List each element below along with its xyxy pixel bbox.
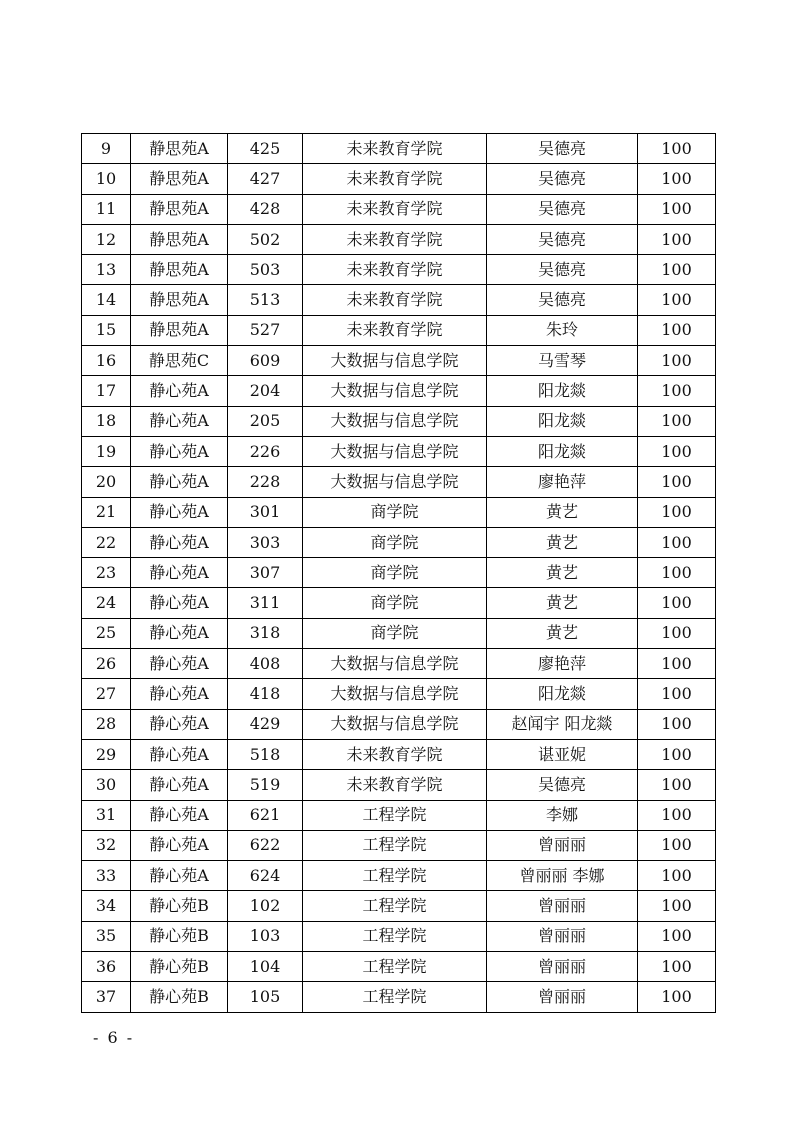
college-cell: 大数据与信息学院 xyxy=(303,467,487,497)
building-cell: 静心苑A xyxy=(131,527,228,557)
score-cell: 100 xyxy=(638,467,716,497)
page-number: - 6 - xyxy=(93,1028,135,1047)
row-index-cell: 24 xyxy=(82,588,131,618)
table-row xyxy=(82,861,716,891)
college-cell: 工程学院 xyxy=(303,982,487,1012)
score-cell: 100 xyxy=(638,406,716,436)
table-row xyxy=(82,709,716,739)
table-row xyxy=(82,164,716,194)
college-cell: 商学院 xyxy=(303,558,487,588)
score-cell: 100 xyxy=(638,255,716,285)
room-cell: 102 xyxy=(228,891,303,921)
score-cell: 100 xyxy=(638,982,716,1012)
building-cell: 静心苑A xyxy=(131,770,228,800)
counselor-cell: 吴德亮 xyxy=(487,770,638,800)
score-cell: 100 xyxy=(638,527,716,557)
room-cell: 622 xyxy=(228,830,303,860)
building-cell: 静心苑A xyxy=(131,709,228,739)
row-index-cell: 19 xyxy=(82,436,131,466)
building-cell: 静心苑B xyxy=(131,952,228,982)
row-index-cell: 26 xyxy=(82,649,131,679)
college-cell: 工程学院 xyxy=(303,830,487,860)
score-cell: 100 xyxy=(638,497,716,527)
table-row xyxy=(82,497,716,527)
college-cell: 未来教育学院 xyxy=(303,739,487,769)
table-row xyxy=(82,618,716,648)
counselor-cell: 吴德亮 xyxy=(487,224,638,254)
room-cell: 527 xyxy=(228,315,303,345)
score-cell: 100 xyxy=(638,830,716,860)
college-cell: 工程学院 xyxy=(303,952,487,982)
room-cell: 408 xyxy=(228,649,303,679)
row-index-cell: 9 xyxy=(82,134,131,164)
table-row xyxy=(82,436,716,466)
score-cell: 100 xyxy=(638,588,716,618)
room-cell: 228 xyxy=(228,467,303,497)
counselor-cell: 曾丽丽 李娜 xyxy=(487,861,638,891)
row-index-cell: 20 xyxy=(82,467,131,497)
college-cell: 商学院 xyxy=(303,618,487,648)
counselor-cell: 黄艺 xyxy=(487,497,638,527)
room-cell: 518 xyxy=(228,739,303,769)
college-cell: 大数据与信息学院 xyxy=(303,709,487,739)
room-cell: 519 xyxy=(228,770,303,800)
counselor-cell: 曾丽丽 xyxy=(487,891,638,921)
row-index-cell: 12 xyxy=(82,224,131,254)
room-cell: 621 xyxy=(228,800,303,830)
building-cell: 静心苑A xyxy=(131,739,228,769)
room-cell: 105 xyxy=(228,982,303,1012)
room-cell: 503 xyxy=(228,255,303,285)
row-index-cell: 27 xyxy=(82,679,131,709)
counselor-cell: 赵闻宇 阳龙燚 xyxy=(487,709,638,739)
row-index-cell: 18 xyxy=(82,406,131,436)
college-cell: 未来教育学院 xyxy=(303,255,487,285)
table-row xyxy=(82,830,716,860)
score-cell: 100 xyxy=(638,346,716,376)
table-row xyxy=(82,467,716,497)
counselor-cell: 谌亚妮 xyxy=(487,739,638,769)
building-cell: 静心苑A xyxy=(131,436,228,466)
score-cell: 100 xyxy=(638,709,716,739)
college-cell: 未来教育学院 xyxy=(303,224,487,254)
table-row xyxy=(82,376,716,406)
counselor-cell: 阳龙燚 xyxy=(487,679,638,709)
score-cell: 100 xyxy=(638,558,716,588)
college-cell: 工程学院 xyxy=(303,891,487,921)
room-cell: 513 xyxy=(228,285,303,315)
score-cell: 100 xyxy=(638,952,716,982)
score-cell: 100 xyxy=(638,770,716,800)
counselor-cell: 黄艺 xyxy=(487,558,638,588)
table-row xyxy=(82,588,716,618)
table-row xyxy=(82,527,716,557)
college-cell: 大数据与信息学院 xyxy=(303,649,487,679)
score-cell: 100 xyxy=(638,800,716,830)
college-cell: 大数据与信息学院 xyxy=(303,679,487,709)
room-cell: 301 xyxy=(228,497,303,527)
building-cell: 静思苑A xyxy=(131,285,228,315)
room-cell: 307 xyxy=(228,558,303,588)
table-row xyxy=(82,224,716,254)
counselor-cell: 吴德亮 xyxy=(487,164,638,194)
table-row xyxy=(82,679,716,709)
score-cell: 100 xyxy=(638,618,716,648)
counselor-cell: 曾丽丽 xyxy=(487,921,638,951)
building-cell: 静思苑C xyxy=(131,346,228,376)
score-cell: 100 xyxy=(638,134,716,164)
counselor-cell: 吴德亮 xyxy=(487,255,638,285)
row-index-cell: 30 xyxy=(82,770,131,800)
row-index-cell: 37 xyxy=(82,982,131,1012)
table-row xyxy=(82,921,716,951)
room-cell: 624 xyxy=(228,861,303,891)
row-index-cell: 16 xyxy=(82,346,131,376)
counselor-cell: 廖艳萍 xyxy=(487,467,638,497)
score-cell: 100 xyxy=(638,739,716,769)
table-row xyxy=(82,134,716,164)
building-cell: 静心苑A xyxy=(131,406,228,436)
table-row xyxy=(82,800,716,830)
building-cell: 静心苑A xyxy=(131,467,228,497)
table-body xyxy=(82,134,716,1013)
room-cell: 429 xyxy=(228,709,303,739)
row-index-cell: 22 xyxy=(82,527,131,557)
building-cell: 静心苑A xyxy=(131,649,228,679)
building-cell: 静思苑A xyxy=(131,164,228,194)
college-cell: 大数据与信息学院 xyxy=(303,346,487,376)
college-cell: 未来教育学院 xyxy=(303,770,487,800)
room-cell: 205 xyxy=(228,406,303,436)
row-index-cell: 28 xyxy=(82,709,131,739)
room-cell: 428 xyxy=(228,194,303,224)
college-cell: 大数据与信息学院 xyxy=(303,376,487,406)
table-row xyxy=(82,891,716,921)
building-cell: 静心苑A xyxy=(131,588,228,618)
table-row xyxy=(82,194,716,224)
row-index-cell: 17 xyxy=(82,376,131,406)
table-row xyxy=(82,649,716,679)
row-index-cell: 11 xyxy=(82,194,131,224)
building-cell: 静心苑A xyxy=(131,558,228,588)
college-cell: 未来教育学院 xyxy=(303,194,487,224)
building-cell: 静思苑A xyxy=(131,315,228,345)
counselor-cell: 黄艺 xyxy=(487,618,638,648)
dormitory-score-table-container xyxy=(81,133,715,1013)
row-index-cell: 35 xyxy=(82,921,131,951)
row-index-cell: 10 xyxy=(82,164,131,194)
score-cell: 100 xyxy=(638,649,716,679)
building-cell: 静心苑A xyxy=(131,679,228,709)
row-index-cell: 31 xyxy=(82,800,131,830)
building-cell: 静心苑B xyxy=(131,891,228,921)
college-cell: 未来教育学院 xyxy=(303,315,487,345)
college-cell: 未来教育学院 xyxy=(303,164,487,194)
college-cell: 商学院 xyxy=(303,497,487,527)
row-index-cell: 15 xyxy=(82,315,131,345)
counselor-cell: 朱玲 xyxy=(487,315,638,345)
counselor-cell: 黄艺 xyxy=(487,527,638,557)
building-cell: 静思苑A xyxy=(131,194,228,224)
building-cell: 静心苑A xyxy=(131,861,228,891)
row-index-cell: 34 xyxy=(82,891,131,921)
building-cell: 静心苑A xyxy=(131,618,228,648)
building-cell: 静思苑A xyxy=(131,255,228,285)
room-cell: 502 xyxy=(228,224,303,254)
score-cell: 100 xyxy=(638,891,716,921)
college-cell: 商学院 xyxy=(303,588,487,618)
table-row xyxy=(82,739,716,769)
room-cell: 425 xyxy=(228,134,303,164)
building-cell: 静心苑A xyxy=(131,800,228,830)
building-cell: 静心苑A xyxy=(131,497,228,527)
row-index-cell: 21 xyxy=(82,497,131,527)
room-cell: 204 xyxy=(228,376,303,406)
row-index-cell: 25 xyxy=(82,618,131,648)
table-row xyxy=(82,982,716,1012)
score-cell: 100 xyxy=(638,861,716,891)
college-cell: 大数据与信息学院 xyxy=(303,406,487,436)
table-row xyxy=(82,315,716,345)
counselor-cell: 吴德亮 xyxy=(487,285,638,315)
score-cell: 100 xyxy=(638,436,716,466)
table-row xyxy=(82,558,716,588)
counselor-cell: 黄艺 xyxy=(487,588,638,618)
college-cell: 工程学院 xyxy=(303,800,487,830)
score-cell: 100 xyxy=(638,194,716,224)
counselor-cell: 阳龙燚 xyxy=(487,376,638,406)
table-row xyxy=(82,770,716,800)
counselor-cell: 马雪琴 xyxy=(487,346,638,376)
room-cell: 609 xyxy=(228,346,303,376)
counselor-cell: 曾丽丽 xyxy=(487,952,638,982)
college-cell: 工程学院 xyxy=(303,921,487,951)
score-cell: 100 xyxy=(638,376,716,406)
table-row xyxy=(82,406,716,436)
counselor-cell: 李娜 xyxy=(487,800,638,830)
counselor-cell: 廖艳萍 xyxy=(487,649,638,679)
row-index-cell: 36 xyxy=(82,952,131,982)
building-cell: 静心苑A xyxy=(131,376,228,406)
table-row xyxy=(82,255,716,285)
table-row xyxy=(82,346,716,376)
counselor-cell: 吴德亮 xyxy=(487,134,638,164)
row-index-cell: 13 xyxy=(82,255,131,285)
room-cell: 103 xyxy=(228,921,303,951)
table-row xyxy=(82,952,716,982)
dormitory-score-table xyxy=(81,133,716,1013)
room-cell: 311 xyxy=(228,588,303,618)
college-cell: 未来教育学院 xyxy=(303,134,487,164)
room-cell: 226 xyxy=(228,436,303,466)
building-cell: 静思苑A xyxy=(131,224,228,254)
room-cell: 427 xyxy=(228,164,303,194)
score-cell: 100 xyxy=(638,315,716,345)
room-cell: 418 xyxy=(228,679,303,709)
row-index-cell: 23 xyxy=(82,558,131,588)
row-index-cell: 14 xyxy=(82,285,131,315)
building-cell: 静思苑A xyxy=(131,134,228,164)
row-index-cell: 29 xyxy=(82,739,131,769)
score-cell: 100 xyxy=(638,679,716,709)
college-cell: 工程学院 xyxy=(303,861,487,891)
building-cell: 静心苑B xyxy=(131,982,228,1012)
counselor-cell: 吴德亮 xyxy=(487,194,638,224)
room-cell: 318 xyxy=(228,618,303,648)
row-index-cell: 33 xyxy=(82,861,131,891)
college-cell: 商学院 xyxy=(303,527,487,557)
score-cell: 100 xyxy=(638,921,716,951)
building-cell: 静心苑B xyxy=(131,921,228,951)
row-index-cell: 32 xyxy=(82,830,131,860)
score-cell: 100 xyxy=(638,164,716,194)
college-cell: 未来教育学院 xyxy=(303,285,487,315)
counselor-cell: 阳龙燚 xyxy=(487,436,638,466)
score-cell: 100 xyxy=(638,224,716,254)
room-cell: 104 xyxy=(228,952,303,982)
score-cell: 100 xyxy=(638,285,716,315)
counselor-cell: 阳龙燚 xyxy=(487,406,638,436)
counselor-cell: 曾丽丽 xyxy=(487,982,638,1012)
college-cell: 大数据与信息学院 xyxy=(303,436,487,466)
building-cell: 静心苑A xyxy=(131,830,228,860)
room-cell: 303 xyxy=(228,527,303,557)
counselor-cell: 曾丽丽 xyxy=(487,830,638,860)
table-row xyxy=(82,285,716,315)
